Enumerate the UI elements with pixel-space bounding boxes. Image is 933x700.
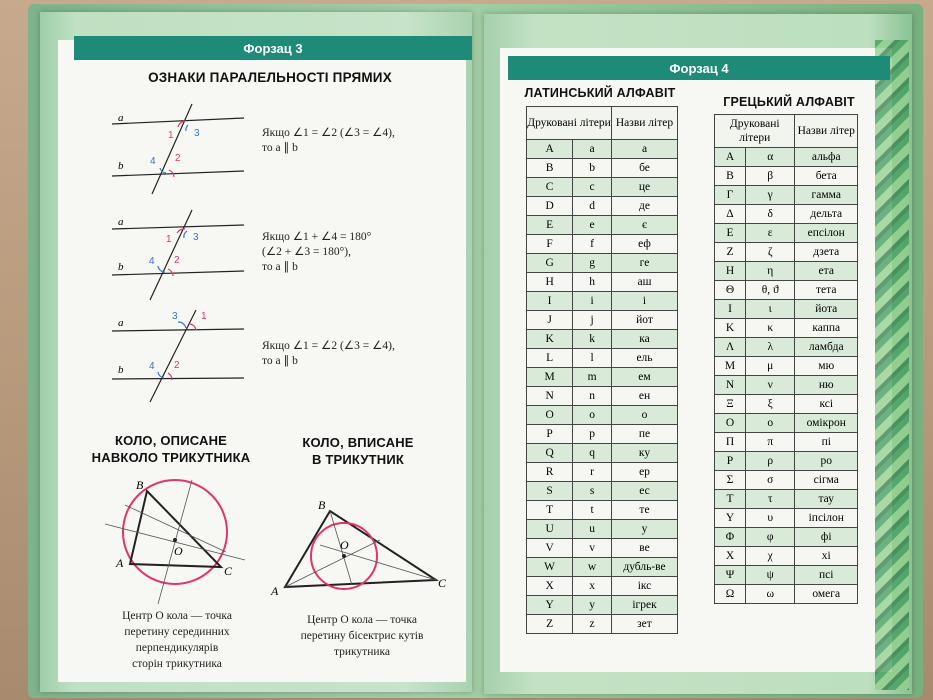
fig2-angle-2: 2: [174, 255, 180, 266]
greek-cell-name: ню: [795, 376, 858, 395]
greek-cell-lower: ο: [745, 414, 795, 433]
latin-row: [527, 159, 678, 178]
latin-cell-name: це: [611, 178, 677, 197]
greek-cell-upper: Β: [715, 167, 746, 186]
greek-cell-upper: Υ: [715, 509, 746, 528]
greek-cell-name: пі: [795, 433, 858, 452]
latin-row: [527, 539, 678, 558]
fig1-angle-2: 2: [175, 153, 181, 164]
latin-cell-lower: x: [573, 577, 612, 596]
latin-cell-upper: F: [527, 235, 573, 254]
latin-cell-upper: V: [527, 539, 573, 558]
latin-cell-name: ен: [611, 387, 677, 406]
latin-row: [527, 520, 678, 539]
fig1-label-b: b: [118, 160, 124, 172]
latin-cell-upper: E: [527, 216, 573, 235]
insc-caption-line-3: трикутника: [333, 646, 391, 658]
latin-row: [527, 463, 678, 482]
fig1-angle-4: 4: [150, 156, 156, 167]
latin-cell-upper: Q: [527, 444, 573, 463]
latin-cell-lower: z: [573, 615, 612, 634]
greek-cell-upper: Τ: [715, 490, 746, 509]
greek-cell-upper: Α: [715, 148, 746, 167]
latin-cell-name: ка: [611, 330, 677, 349]
circ-vertex-c: C: [224, 564, 233, 578]
greek-header-names: Назви літер: [795, 115, 858, 148]
inscribed-title-line-2: В ТРИКУТНИК: [311, 452, 405, 467]
greek-row: [715, 262, 858, 281]
greek-cell-upper: Ι: [715, 300, 746, 319]
greek-cell-name: омега: [795, 585, 858, 604]
greek-cell-lower: λ: [745, 338, 795, 357]
latin-cell-upper: J: [527, 311, 573, 330]
latin-cell-upper: L: [527, 349, 573, 368]
rule-1-line-1: Якщо ∠1 = ∠2 (∠3 = ∠4),: [262, 127, 395, 139]
latin-cell-lower: a: [573, 140, 612, 159]
greek-cell-lower: δ: [745, 205, 795, 224]
greek-cell-upper: Κ: [715, 319, 746, 338]
latin-cell-upper: U: [527, 520, 573, 539]
greek-cell-name: фі: [795, 528, 858, 547]
greek-row: [715, 224, 858, 243]
latin-cell-lower: w: [573, 558, 612, 577]
rule-2-line-1: Якщо ∠1 + ∠4 = 180°: [262, 231, 372, 243]
rule-3-line-2: то a ∥ b: [262, 355, 298, 367]
rule-2-line-2: (∠2 + ∠3 = 180°),: [262, 246, 351, 258]
circ-caption-line-1: Центр O кола — точка: [122, 610, 232, 622]
latin-cell-upper: X: [527, 577, 573, 596]
latin-cell-lower: c: [573, 178, 612, 197]
greek-cell-name: ро: [795, 452, 858, 471]
latin-row: [527, 387, 678, 406]
latin-cell-name: і: [611, 292, 677, 311]
inscribed-caption: [272, 612, 452, 660]
greek-row: [715, 300, 858, 319]
latin-row: [527, 482, 678, 501]
latin-cell-name: ікс: [611, 577, 677, 596]
latin-cell-name: йот: [611, 311, 677, 330]
latin-cell-lower: l: [573, 349, 612, 368]
greek-cell-lower: ζ: [745, 243, 795, 262]
greek-row: [715, 357, 858, 376]
greek-cell-name: сігма: [795, 471, 858, 490]
greek-row: [715, 338, 858, 357]
greek-row: [715, 414, 858, 433]
latin-row: [527, 349, 678, 368]
greek-cell-lower: ξ: [745, 395, 795, 414]
greek-cell-name: іпсілон: [795, 509, 858, 528]
greek-cell-upper: Π: [715, 433, 746, 452]
greek-cell-upper: Σ: [715, 471, 746, 490]
greek-row: [715, 205, 858, 224]
circumscribed-caption: [92, 608, 262, 672]
latin-cell-name: дубль-ве: [611, 558, 677, 577]
latin-cell-lower: y: [573, 596, 612, 615]
latin-cell-lower: t: [573, 501, 612, 520]
latin-cell-lower: r: [573, 463, 612, 482]
greek-row: [715, 585, 858, 604]
greek-cell-name: дзета: [795, 243, 858, 262]
greek-cell-upper: Η: [715, 262, 746, 281]
rule-1-line-2: то a ∥ b: [262, 142, 298, 154]
latin-cell-lower: e: [573, 216, 612, 235]
greek-row: [715, 148, 858, 167]
fig3-label-b: b: [118, 364, 124, 376]
greek-cell-lower: μ: [745, 357, 795, 376]
insc-center-o: O: [340, 538, 349, 552]
latin-cell-name: де: [611, 197, 677, 216]
latin-cell-lower: u: [573, 520, 612, 539]
greek-cell-upper: Θ: [715, 281, 746, 300]
latin-cell-upper: A: [527, 140, 573, 159]
greek-cell-lower: θ, ϑ: [745, 281, 795, 300]
greek-row: [715, 566, 858, 585]
latin-cell-name: а: [611, 140, 677, 159]
latin-cell-name: ем: [611, 368, 677, 387]
latin-cell-name: є: [611, 216, 677, 235]
greek-cell-name: йота: [795, 300, 858, 319]
latin-row: [527, 501, 678, 520]
latin-alphabet-title: ЛАТИНСЬКИЙ АЛФАВІТ: [524, 86, 676, 100]
insc-vertex-c: C: [438, 576, 447, 590]
fig1-label-a: a: [118, 112, 124, 124]
latin-cell-lower: f: [573, 235, 612, 254]
greek-cell-name: дельта: [795, 205, 858, 224]
greek-row: [715, 509, 858, 528]
greek-row: [715, 452, 858, 471]
inscribed-title-line-1: КОЛО, ВПИСАНЕ: [302, 435, 414, 450]
latin-cell-name: ель: [611, 349, 677, 368]
fig3-angle-2: 2: [174, 360, 180, 371]
greek-cell-name: бета: [795, 167, 858, 186]
greek-row: [715, 471, 858, 490]
fig2-angle-4: 4: [149, 256, 155, 267]
left-page-header: Форзац 3: [74, 36, 472, 60]
greek-cell-name: гамма: [795, 186, 858, 205]
insc-caption-line-1: Центр O кола — точка: [307, 614, 417, 626]
latin-cell-name: аш: [611, 273, 677, 292]
latin-cell-upper: Y: [527, 596, 573, 615]
circumscribed-title-line-1: КОЛО, ОПИСАНЕ: [114, 433, 228, 448]
greek-cell-lower: κ: [745, 319, 795, 338]
greek-cell-upper: Χ: [715, 547, 746, 566]
greek-cell-lower: ν: [745, 376, 795, 395]
latin-cell-upper: D: [527, 197, 573, 216]
greek-row: [715, 376, 858, 395]
circ-vertex-b: B: [136, 478, 144, 492]
circ-vertex-a: A: [116, 556, 124, 570]
circ-caption-line-3: перпендикулярів: [135, 642, 219, 654]
latin-cell-name: ер: [611, 463, 677, 482]
latin-cell-lower: b: [573, 159, 612, 178]
greek-cell-upper: Ζ: [715, 243, 746, 262]
latin-row: [527, 197, 678, 216]
latin-cell-lower: n: [573, 387, 612, 406]
rule-3-line-1: Якщо ∠1 = ∠2 (∠3 = ∠4),: [262, 340, 395, 352]
greek-cell-upper: Δ: [715, 205, 746, 224]
latin-row: [527, 615, 678, 634]
fig3-label-a: a: [118, 317, 124, 329]
greek-cell-upper: Ε: [715, 224, 746, 243]
latin-cell-upper: S: [527, 482, 573, 501]
latin-cell-lower: q: [573, 444, 612, 463]
greek-cell-lower: σ: [745, 471, 795, 490]
latin-cell-lower: h: [573, 273, 612, 292]
greek-row: [715, 186, 858, 205]
greek-cell-lower: β: [745, 167, 795, 186]
greek-cell-name: тау: [795, 490, 858, 509]
latin-cell-upper: P: [527, 425, 573, 444]
latin-header-printed: Друковані літери: [527, 107, 612, 140]
greek-cell-lower: π: [745, 433, 795, 452]
latin-cell-name: ку: [611, 444, 677, 463]
latin-header-names: Назви літер: [611, 107, 677, 140]
fig3-angle-4: 4: [149, 361, 155, 372]
fig3-angle-3: 3: [172, 311, 178, 322]
latin-cell-name: ес: [611, 482, 677, 501]
greek-row: [715, 490, 858, 509]
latin-cell-upper: R: [527, 463, 573, 482]
fig2-label-a: a: [118, 216, 124, 228]
greek-alphabet-title: ГРЕЦЬКИЙ АЛФАВІТ: [723, 95, 855, 109]
greek-cell-upper: Ξ: [715, 395, 746, 414]
latin-cell-name: пе: [611, 425, 677, 444]
greek-cell-lower: φ: [745, 528, 795, 547]
greek-cell-name: ламбда: [795, 338, 858, 357]
greek-cell-upper: Μ: [715, 357, 746, 376]
greek-header-printed: Друковані літери: [715, 115, 795, 148]
latin-row: [527, 577, 678, 596]
latin-cell-lower: p: [573, 425, 612, 444]
latin-cell-upper: M: [527, 368, 573, 387]
latin-row: [527, 292, 678, 311]
greek-cell-lower: ψ: [745, 566, 795, 585]
greek-row: [715, 547, 858, 566]
latin-cell-lower: v: [573, 539, 612, 558]
greek-cell-lower: γ: [745, 186, 795, 205]
latin-cell-lower: o: [573, 406, 612, 425]
latin-cell-lower: d: [573, 197, 612, 216]
greek-row: [715, 528, 858, 547]
latin-cell-upper: C: [527, 178, 573, 197]
latin-cell-upper: G: [527, 254, 573, 273]
fig2-label-b: b: [118, 261, 124, 273]
greek-cell-upper: Φ: [715, 528, 746, 547]
greek-cell-upper: Ω: [715, 585, 746, 604]
fig2-angle-1: 1: [166, 234, 172, 245]
latin-row: [527, 330, 678, 349]
insc-caption-line-2: перетину бісектрис кутів: [300, 630, 424, 642]
latin-cell-name: те: [611, 501, 677, 520]
greek-cell-name: ксі: [795, 395, 858, 414]
greek-row: [715, 433, 858, 452]
greek-cell-lower: ι: [745, 300, 795, 319]
parallel-lines-title: ОЗНАКИ ПАРАЛЕЛЬНОСТІ ПРЯМИХ: [148, 70, 392, 85]
greek-cell-upper: Ο: [715, 414, 746, 433]
latin-cell-name: ве: [611, 539, 677, 558]
greek-row: [715, 167, 858, 186]
latin-row: [527, 444, 678, 463]
greek-row: [715, 243, 858, 262]
latin-row: [527, 273, 678, 292]
circ-caption-line-4: сторін трикутника: [132, 658, 222, 670]
latin-row: [527, 406, 678, 425]
latin-row: [527, 558, 678, 577]
latin-cell-upper: H: [527, 273, 573, 292]
insc-vertex-b: B: [318, 498, 326, 512]
greek-cell-upper: Λ: [715, 338, 746, 357]
latin-cell-lower: k: [573, 330, 612, 349]
latin-cell-upper: Z: [527, 615, 573, 634]
greek-cell-name: тета: [795, 281, 858, 300]
latin-row: [527, 254, 678, 273]
greek-cell-upper: Γ: [715, 186, 746, 205]
greek-cell-lower: χ: [745, 547, 795, 566]
greek-cell-lower: ω: [745, 585, 795, 604]
latin-cell-name: ігрек: [611, 596, 677, 615]
latin-row: [527, 368, 678, 387]
greek-cell-name: ета: [795, 262, 858, 281]
latin-cell-lower: j: [573, 311, 612, 330]
latin-cell-upper: T: [527, 501, 573, 520]
latin-row: [527, 178, 678, 197]
greek-alphabet-table: [714, 114, 858, 604]
latin-row: [527, 235, 678, 254]
greek-cell-name: каппа: [795, 319, 858, 338]
latin-row: [527, 596, 678, 615]
latin-cell-upper: I: [527, 292, 573, 311]
latin-cell-lower: m: [573, 368, 612, 387]
circ-caption-line-2: перетину серединних: [124, 626, 230, 638]
fig2-angle-3: 3: [193, 232, 199, 243]
rule-2-line-3: то a ∥ b: [262, 261, 298, 273]
latin-row: [527, 425, 678, 444]
latin-cell-name: о: [611, 406, 677, 425]
greek-cell-upper: Ρ: [715, 452, 746, 471]
latin-alphabet-table: [526, 106, 678, 634]
greek-cell-name: мю: [795, 357, 858, 376]
greek-cell-upper: Ν: [715, 376, 746, 395]
greek-cell-lower: ε: [745, 224, 795, 243]
greek-cell-upper: Ψ: [715, 566, 746, 585]
latin-cell-name: еф: [611, 235, 677, 254]
latin-cell-name: зет: [611, 615, 677, 634]
greek-cell-lower: α: [745, 148, 795, 167]
fig1-angle-3: 3: [194, 128, 200, 139]
latin-cell-upper: O: [527, 406, 573, 425]
latin-cell-upper: B: [527, 159, 573, 178]
fig3-angle-1: 1: [201, 311, 207, 322]
latin-cell-upper: W: [527, 558, 573, 577]
greek-cell-name: хі: [795, 547, 858, 566]
latin-cell-name: бе: [611, 159, 677, 178]
latin-cell-lower: i: [573, 292, 612, 311]
greek-cell-lower: τ: [745, 490, 795, 509]
latin-cell-name: ге: [611, 254, 677, 273]
latin-row: [527, 140, 678, 159]
latin-cell-upper: K: [527, 330, 573, 349]
circ-center-o: O: [174, 544, 183, 558]
latin-cell-lower: g: [573, 254, 612, 273]
greek-row: [715, 281, 858, 300]
greek-row: [715, 395, 858, 414]
greek-row: [715, 319, 858, 338]
greek-cell-lower: ρ: [745, 452, 795, 471]
latin-cell-lower: s: [573, 482, 612, 501]
greek-cell-lower: υ: [745, 509, 795, 528]
greek-cell-name: омікрон: [795, 414, 858, 433]
latin-row: [527, 311, 678, 330]
decorative-leaf-pattern: [875, 40, 909, 690]
greek-cell-name: альфа: [795, 148, 858, 167]
fig1-angle-1: 1: [168, 130, 174, 141]
right-page-header: Форзац 4: [508, 56, 890, 80]
latin-cell-upper: N: [527, 387, 573, 406]
circumscribed-title-line-2: НАВКОЛО ТРИКУТНИКА: [91, 450, 251, 465]
latin-cell-name: у: [611, 520, 677, 539]
greek-cell-name: епсілон: [795, 224, 858, 243]
greek-cell-name: псі: [795, 566, 858, 585]
insc-vertex-a: A: [271, 584, 279, 598]
greek-cell-lower: η: [745, 262, 795, 281]
latin-row: [527, 216, 678, 235]
